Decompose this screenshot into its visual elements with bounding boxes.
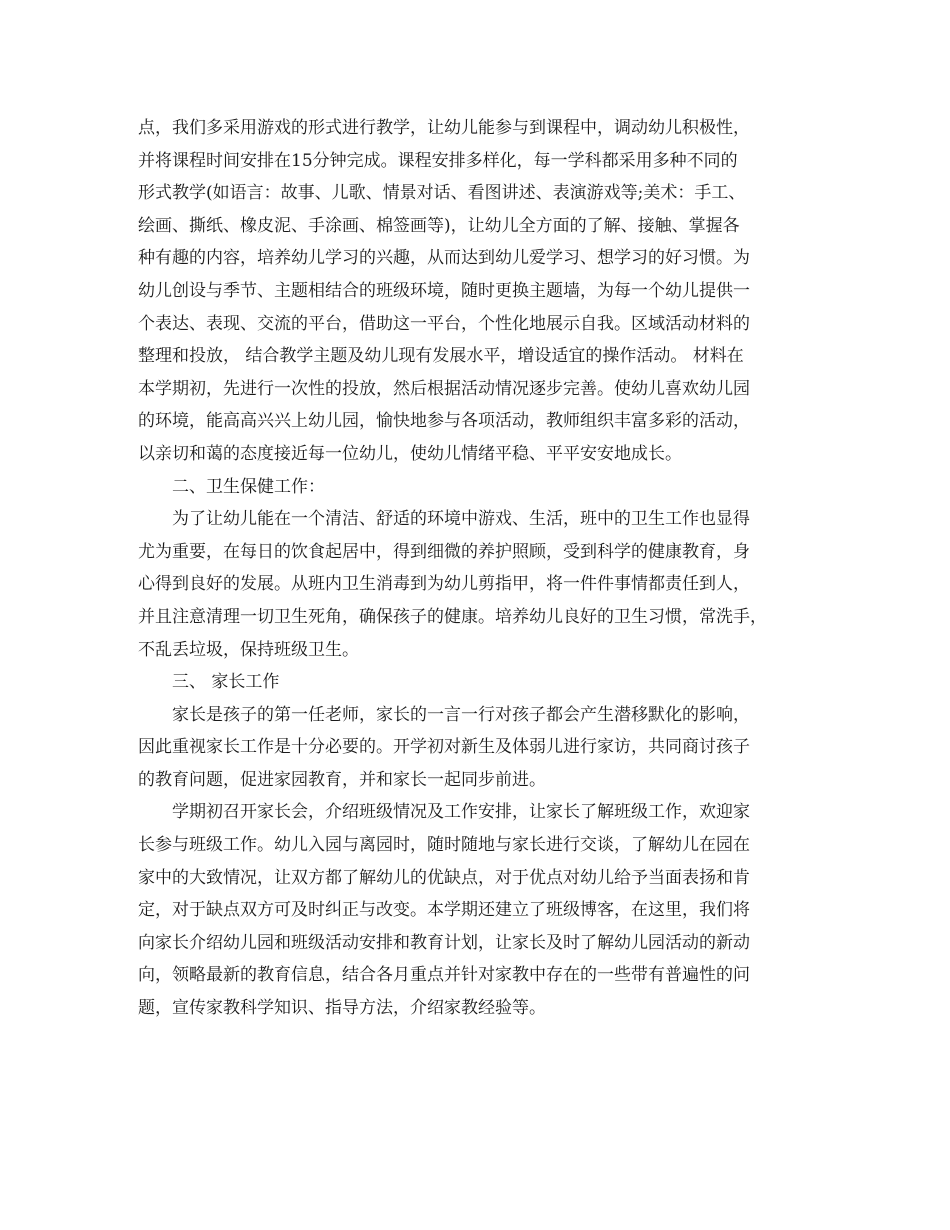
text-line: 点，我们多采用游戏的形式进行教学，让幼儿能参与到课程中，调动幼儿积极性， bbox=[138, 118, 750, 138]
text-line: 并且注意清理一切卫生死角，确保孩子的健康。培养幼儿良好的卫生习惯，常洗手， bbox=[138, 606, 767, 627]
text-line: 的环境，能高高兴兴上幼儿园，愉快地参与各项活动，教师组织丰富多彩的活动， bbox=[138, 411, 750, 432]
text-line: 尤为重要，在每日的饮食起居中，得到细微的养护照顾，受到科学的健康教育，身 bbox=[138, 541, 750, 562]
text-line: 绘画、撕纸、橡皮泥、手涂画、棉签画等)，让幼儿全方面的了解、接触、掌握各 bbox=[138, 215, 740, 236]
text-line: 以亲切和蔼的态度接近每一位幼儿，使幼儿情绪平稳、平平安安地成长。 bbox=[138, 443, 682, 464]
text-line: 长参与班级工作。幼儿入园与离园时，随时随地与家长进行交谈，了解幼儿在园在 bbox=[138, 835, 750, 856]
text-line: 二、卫生保健工作： bbox=[172, 476, 325, 497]
text-line: 为了让幼儿能在一个清洁、舒适的环境中游戏、生活，班中的卫生工作也显得 bbox=[172, 509, 750, 530]
text-line: 家中的大致情况，让双方都了解幼儿的优缺点，对于优点对幼儿给予当面表扬和肯 bbox=[138, 867, 750, 888]
text-line: 种有趣的内容，培养幼儿学习的兴趣，从而达到幼儿爱学习、想学习的好习惯。为 bbox=[138, 248, 750, 269]
text-line: 并将课程时间安排在15分钟完成。课程安排多样化，每一学科都采用多种不同的 bbox=[138, 150, 738, 171]
text-line: 幼儿创设与季节、主题相结合的班级环境，随时更换主题墙，为每一个幼儿提供一 bbox=[138, 280, 750, 301]
document-body bbox=[138, 112, 828, 1025]
text-line: 向家长介绍幼儿园和班级活动安排和教育计划，让家长及时了解幼儿园活动的新动 bbox=[138, 932, 750, 953]
text-line: 向，领略最新的教育信息，结合各月重点并针对家教中存在的一些带有普遍性的问 bbox=[138, 965, 750, 986]
text-line: 整理和投放， 结合教学主题及幼儿现有发展水平，增设适宜的操作活动。 材料在 bbox=[138, 346, 744, 367]
text-line: 心得到良好的发展。从班内卫生消毒到为幼儿剪指甲，将一件件事情都责任到人， bbox=[138, 574, 750, 595]
text-line: 个表达、表现、交流的平台，借助这一平台，个性化地展示自我。区域活动材料的 bbox=[138, 313, 750, 334]
text-line: 本学期初，先进行一次性的投放，然后根据活动情况逐步完善。使幼儿喜欢幼儿园 bbox=[138, 378, 750, 399]
text-line: 学期初召开家长会，介绍班级情况及工作安排，让家长了解班级工作，欢迎家 bbox=[172, 802, 750, 823]
text-line: 的教育问题，促进家园教育，并和家长一起同步前进。 bbox=[138, 769, 546, 790]
text-line: 因此重视家长工作是十分必要的。开学初对新生及体弱儿进行家访，共同商讨孩子 bbox=[138, 737, 750, 758]
text-line: 家长是孩子的第一任老师，家长的一言一行对孩子都会产生潜移默化的影响， bbox=[172, 704, 750, 725]
text-line: 形式教学(如语言：故事、儿歌、情景对话、看图讲述、表演游戏等;美术：手工、 bbox=[138, 183, 746, 204]
text-line: 题，宣传家教科学知识、指导方法，介绍家教经验等。 bbox=[138, 998, 546, 1019]
text-line: 定，对于缺点双方可及时纠正与改变。本学期还建立了班级博客，在这里，我们将 bbox=[138, 900, 750, 921]
text-line: 三、 家长工作 bbox=[172, 672, 280, 693]
text-line: 不乱丢垃圾，保持班级卫生。 bbox=[138, 639, 359, 660]
